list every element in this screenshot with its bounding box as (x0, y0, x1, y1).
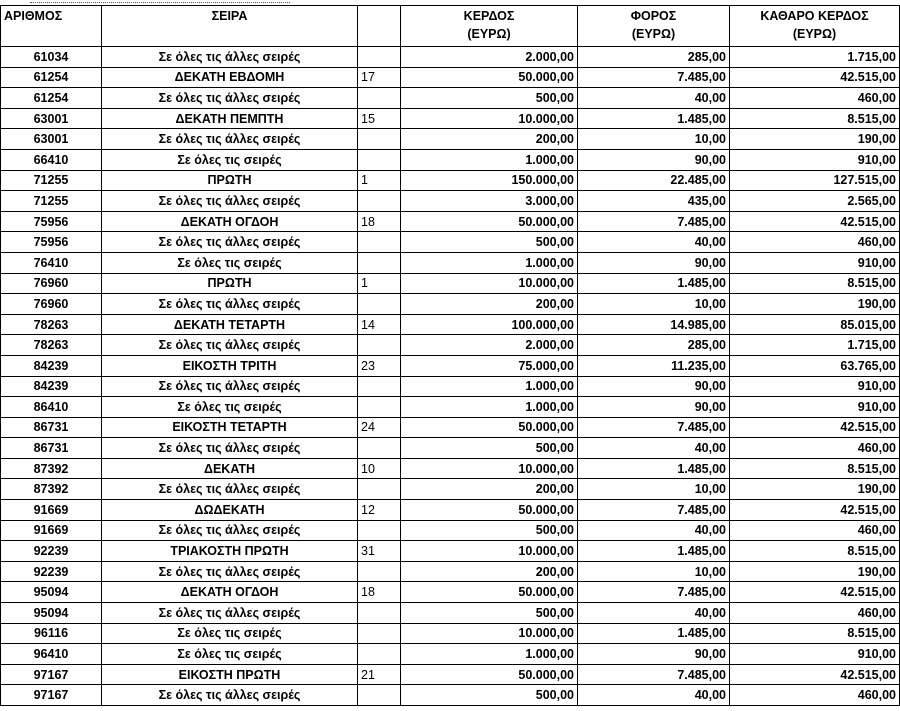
cell-number: 92239 (1, 541, 102, 562)
cell-series-no: 10 (358, 458, 401, 479)
cell-number: 87392 (1, 479, 102, 500)
cell-tax: 40,00 (578, 603, 730, 624)
table-row (1, 252, 900, 273)
cell-net: 85.015,00 (730, 314, 900, 335)
cell-gain: 2.000,00 (401, 47, 578, 68)
table-row (1, 191, 900, 212)
cell-series-no (358, 397, 401, 418)
cell-gain: 200,00 (401, 561, 578, 582)
cell-number: 75956 (1, 211, 102, 232)
header-tax-unit: (ΕΥΡΩ) (631, 27, 676, 41)
cell-series: Σε όλες τις σειρές (102, 623, 358, 644)
table-header (1, 6, 900, 47)
cell-number: 96116 (1, 623, 102, 644)
cell-series: Σε όλες τις άλλες σειρές (102, 603, 358, 624)
cell-net: 190,00 (730, 129, 900, 150)
cell-tax: 7.485,00 (578, 582, 730, 603)
cell-gain: 500,00 (401, 520, 578, 541)
cell-series: ΔΕΚΑΤΗ ΠΕΜΠΤΗ (102, 108, 358, 129)
cell-tax: 1.485,00 (578, 108, 730, 129)
cell-series-no (358, 438, 401, 459)
cell-number: 78263 (1, 335, 102, 356)
cell-tax: 7.485,00 (578, 417, 730, 438)
table-row (1, 582, 900, 603)
cell-net: 8.515,00 (730, 273, 900, 294)
cell-net: 8.515,00 (730, 623, 900, 644)
cell-series-no: 1 (358, 170, 401, 191)
cell-gain: 1.000,00 (401, 397, 578, 418)
cell-number: 66410 (1, 149, 102, 170)
cell-number: 86731 (1, 417, 102, 438)
cell-gain: 50.000,00 (401, 417, 578, 438)
cell-tax: 285,00 (578, 47, 730, 68)
cell-gain: 3.000,00 (401, 191, 578, 212)
cell-tax: 1.485,00 (578, 273, 730, 294)
cell-series-no (358, 294, 401, 315)
cell-series: ΕΙΚΟΣΤΗ ΤΡΙΤΗ (102, 355, 358, 376)
cell-series: Σε όλες τις σειρές (102, 644, 358, 665)
table-row (1, 88, 900, 109)
cell-net: 190,00 (730, 479, 900, 500)
cell-series: Σε όλες τις άλλες σειρές (102, 685, 358, 706)
cell-number: 76960 (1, 273, 102, 294)
header-net-unit: (ΕΥΡΩ) (792, 27, 837, 41)
cell-gain: 50.000,00 (401, 664, 578, 685)
cell-series-no (358, 603, 401, 624)
cell-net: 460,00 (730, 685, 900, 706)
cell-net: 460,00 (730, 603, 900, 624)
cell-net: 42.515,00 (730, 500, 900, 521)
cell-tax: 40,00 (578, 232, 730, 253)
cell-series: ΕΙΚΟΣΤΗ ΤΕΤΑΡΤΗ (102, 417, 358, 438)
cell-tax: 10,00 (578, 294, 730, 315)
cell-net: 460,00 (730, 520, 900, 541)
cell-tax: 11.235,00 (578, 355, 730, 376)
table-row (1, 47, 900, 68)
cell-series: ΠΡΩΤΗ (102, 170, 358, 191)
cell-series: ΤΡΙΑΚΟΣΤΗ ΠΡΩΤΗ (102, 541, 358, 562)
cell-net: 2.565,00 (730, 191, 900, 212)
cell-tax: 7.485,00 (578, 67, 730, 88)
cell-number: 63001 (1, 129, 102, 150)
cell-series: Σε όλες τις άλλες σειρές (102, 88, 358, 109)
cell-series-no (358, 479, 401, 500)
cell-tax: 90,00 (578, 397, 730, 418)
cell-series: Σε όλες τις άλλες σειρές (102, 520, 358, 541)
table-row (1, 108, 900, 129)
header-net (730, 6, 900, 47)
cell-net: 910,00 (730, 376, 900, 397)
cell-tax: 10,00 (578, 129, 730, 150)
cell-series-no (358, 335, 401, 356)
table-row (1, 149, 900, 170)
cell-tax: 1.485,00 (578, 623, 730, 644)
cell-gain: 500,00 (401, 603, 578, 624)
table-row (1, 458, 900, 479)
cell-series: ΔΩΔΕΚΑΤΗ (102, 500, 358, 521)
table-row (1, 603, 900, 624)
table-row (1, 335, 900, 356)
table-row (1, 500, 900, 521)
cell-gain: 75.000,00 (401, 355, 578, 376)
cell-series-no (358, 129, 401, 150)
cell-tax: 10,00 (578, 479, 730, 500)
cell-tax: 1.485,00 (578, 541, 730, 562)
cell-series: ΔΕΚΑΤΗ ΤΕΤΑΡΤΗ (102, 314, 358, 335)
cell-tax: 90,00 (578, 644, 730, 665)
cell-series: ΔΕΚΑΤΗ ΟΓΔΟΗ (102, 582, 358, 603)
cell-net: 42.515,00 (730, 67, 900, 88)
cell-net: 460,00 (730, 438, 900, 459)
cell-number: 84239 (1, 376, 102, 397)
cell-number: 92239 (1, 561, 102, 582)
cell-number: 95094 (1, 603, 102, 624)
cell-number: 63001 (1, 108, 102, 129)
cell-gain: 50.000,00 (401, 500, 578, 521)
cell-series-no (358, 191, 401, 212)
table-row (1, 520, 900, 541)
cell-number: 87392 (1, 458, 102, 479)
cell-series-no (358, 685, 401, 706)
cell-tax: 7.485,00 (578, 664, 730, 685)
cell-series-no: 1 (358, 273, 401, 294)
cell-number: 61254 (1, 67, 102, 88)
cell-tax: 1.485,00 (578, 458, 730, 479)
cell-series-no: 23 (358, 355, 401, 376)
cell-tax: 90,00 (578, 376, 730, 397)
cell-tax: 40,00 (578, 685, 730, 706)
cell-series-no: 31 (358, 541, 401, 562)
cell-series-no: 15 (358, 108, 401, 129)
cell-series: Σε όλες τις άλλες σειρές (102, 47, 358, 68)
header-series-no (358, 6, 401, 47)
cell-series: ΔΕΚΑΤΗ ΕΒΔΟΜΗ (102, 67, 358, 88)
cell-number: 91669 (1, 500, 102, 521)
cell-series-no (358, 88, 401, 109)
cell-series-no: 18 (358, 582, 401, 603)
cell-net: 42.515,00 (730, 211, 900, 232)
cell-number: 91669 (1, 520, 102, 541)
cell-gain: 10.000,00 (401, 458, 578, 479)
cell-number: 61254 (1, 88, 102, 109)
cell-tax: 40,00 (578, 88, 730, 109)
cell-tax: 22.485,00 (578, 170, 730, 191)
header-net-title: ΚΑΘΑΡΟ ΚΕΡΔΟΣ (760, 9, 869, 23)
cell-gain: 100.000,00 (401, 314, 578, 335)
table-row (1, 623, 900, 644)
cell-series: ΕΙΚΟΣΤΗ ΠΡΩΤΗ (102, 664, 358, 685)
cell-gain: 1.000,00 (401, 149, 578, 170)
cell-net: 127.515,00 (730, 170, 900, 191)
cell-series: Σε όλες τις άλλες σειρές (102, 294, 358, 315)
cell-net: 42.515,00 (730, 417, 900, 438)
cell-net: 8.515,00 (730, 458, 900, 479)
cell-net: 8.515,00 (730, 541, 900, 562)
cell-series: Σε όλες τις άλλες σειρές (102, 335, 358, 356)
cell-gain: 50.000,00 (401, 582, 578, 603)
cell-series: Σε όλες τις άλλες σειρές (102, 376, 358, 397)
table-row (1, 479, 900, 500)
cell-tax: 7.485,00 (578, 211, 730, 232)
cell-tax: 90,00 (578, 149, 730, 170)
cell-series: ΠΡΩΤΗ (102, 273, 358, 294)
table-row (1, 273, 900, 294)
cell-gain: 2.000,00 (401, 335, 578, 356)
cell-number: 76410 (1, 252, 102, 273)
cell-series-no (358, 252, 401, 273)
cell-net: 42.515,00 (730, 664, 900, 685)
cell-net: 63.765,00 (730, 355, 900, 376)
cell-tax: 10,00 (578, 561, 730, 582)
header-row (1, 6, 900, 47)
table-row (1, 314, 900, 335)
header-number: ΑΡΙΘΜΟΣ (1, 6, 102, 47)
table-body (1, 47, 900, 706)
cell-gain: 200,00 (401, 129, 578, 150)
cell-gain: 10.000,00 (401, 541, 578, 562)
cell-series: Σε όλες τις άλλες σειρές (102, 438, 358, 459)
cell-number: 71255 (1, 170, 102, 191)
cell-gain: 200,00 (401, 479, 578, 500)
header-tax (578, 6, 730, 47)
table-row (1, 211, 900, 232)
table-row (1, 438, 900, 459)
cell-series-no: 24 (358, 417, 401, 438)
cell-series: Σε όλες τις άλλες σειρές (102, 479, 358, 500)
cell-net: 460,00 (730, 88, 900, 109)
cell-net: 1.715,00 (730, 335, 900, 356)
cell-net: 1.715,00 (730, 47, 900, 68)
table-row (1, 664, 900, 685)
table-row (1, 232, 900, 253)
cell-tax: 40,00 (578, 520, 730, 541)
cell-number: 78263 (1, 314, 102, 335)
cell-series-no: 14 (358, 314, 401, 335)
cell-series-no (358, 623, 401, 644)
cell-number: 95094 (1, 582, 102, 603)
cell-net: 910,00 (730, 644, 900, 665)
cell-net: 460,00 (730, 232, 900, 253)
cell-series-no: 18 (358, 211, 401, 232)
cell-series: Σε όλες τις σειρές (102, 252, 358, 273)
cell-series: Σε όλες τις άλλες σειρές (102, 191, 358, 212)
table-row (1, 376, 900, 397)
cell-number: 71255 (1, 191, 102, 212)
cell-series: ΔΕΚΑΤΗ ΟΓΔΟΗ (102, 211, 358, 232)
header-gain-title: ΚΕΡΔΟΣ (463, 9, 515, 23)
cell-series: Σε όλες τις σειρές (102, 397, 358, 418)
cell-gain: 10.000,00 (401, 108, 578, 129)
cell-gain: 200,00 (401, 294, 578, 315)
cell-series: Σε όλες τις άλλες σειρές (102, 129, 358, 150)
cell-series-no (358, 149, 401, 170)
cell-tax: 285,00 (578, 335, 730, 356)
cell-series: Σε όλες τις σειρές (102, 149, 358, 170)
cell-tax: 90,00 (578, 252, 730, 273)
cell-series-no (358, 232, 401, 253)
cell-tax: 40,00 (578, 438, 730, 459)
cell-number: 84239 (1, 355, 102, 376)
table-row (1, 294, 900, 315)
cell-series-no: 12 (358, 500, 401, 521)
cell-gain: 150.000,00 (401, 170, 578, 191)
table-row (1, 541, 900, 562)
cell-series: Σε όλες τις άλλες σειρές (102, 232, 358, 253)
cell-number: 97167 (1, 685, 102, 706)
cell-gain: 500,00 (401, 438, 578, 459)
cell-net: 190,00 (730, 294, 900, 315)
header-tax-title: ΦΟΡΟΣ (630, 9, 677, 23)
cell-series-no (358, 47, 401, 68)
cell-number: 75956 (1, 232, 102, 253)
cell-series-no: 17 (358, 67, 401, 88)
table-row (1, 417, 900, 438)
cell-gain: 50.000,00 (401, 211, 578, 232)
cell-gain: 50.000,00 (401, 67, 578, 88)
cell-net: 42.515,00 (730, 582, 900, 603)
results-table (0, 5, 900, 706)
cell-number: 76960 (1, 294, 102, 315)
cell-gain: 500,00 (401, 685, 578, 706)
cell-series: ΔΕΚΑΤΗ (102, 458, 358, 479)
cell-gain: 10.000,00 (401, 273, 578, 294)
cell-series-no: 21 (358, 664, 401, 685)
table-row (1, 685, 900, 706)
cell-net: 910,00 (730, 252, 900, 273)
header-gain (401, 6, 578, 47)
table-row (1, 397, 900, 418)
cell-number: 97167 (1, 664, 102, 685)
table-row (1, 561, 900, 582)
cell-tax: 14.985,00 (578, 314, 730, 335)
cell-gain: 1.000,00 (401, 376, 578, 397)
header-gain-unit: (ΕΥΡΩ) (467, 27, 511, 41)
cell-series: Σε όλες τις άλλες σειρές (102, 561, 358, 582)
cell-series-no (358, 376, 401, 397)
cell-series-no (358, 644, 401, 665)
table-row (1, 355, 900, 376)
cell-series-no (358, 520, 401, 541)
cell-gain: 500,00 (401, 232, 578, 253)
cell-net: 8.515,00 (730, 108, 900, 129)
cell-gain: 1.000,00 (401, 644, 578, 665)
cell-net: 190,00 (730, 561, 900, 582)
cell-number: 86731 (1, 438, 102, 459)
cell-number: 61034 (1, 47, 102, 68)
table-row (1, 170, 900, 191)
cell-series-no (358, 561, 401, 582)
cell-number: 86410 (1, 397, 102, 418)
cell-net: 910,00 (730, 397, 900, 418)
cell-gain: 10.000,00 (401, 623, 578, 644)
cell-net: 910,00 (730, 149, 900, 170)
table-row (1, 129, 900, 150)
cell-tax: 7.485,00 (578, 500, 730, 521)
cell-gain: 500,00 (401, 88, 578, 109)
cell-gain: 1.000,00 (401, 252, 578, 273)
cell-tax: 435,00 (578, 191, 730, 212)
table-row (1, 644, 900, 665)
header-series: ΣΕΙΡΑ (102, 6, 358, 47)
table-row (1, 67, 900, 88)
cell-number: 96410 (1, 644, 102, 665)
